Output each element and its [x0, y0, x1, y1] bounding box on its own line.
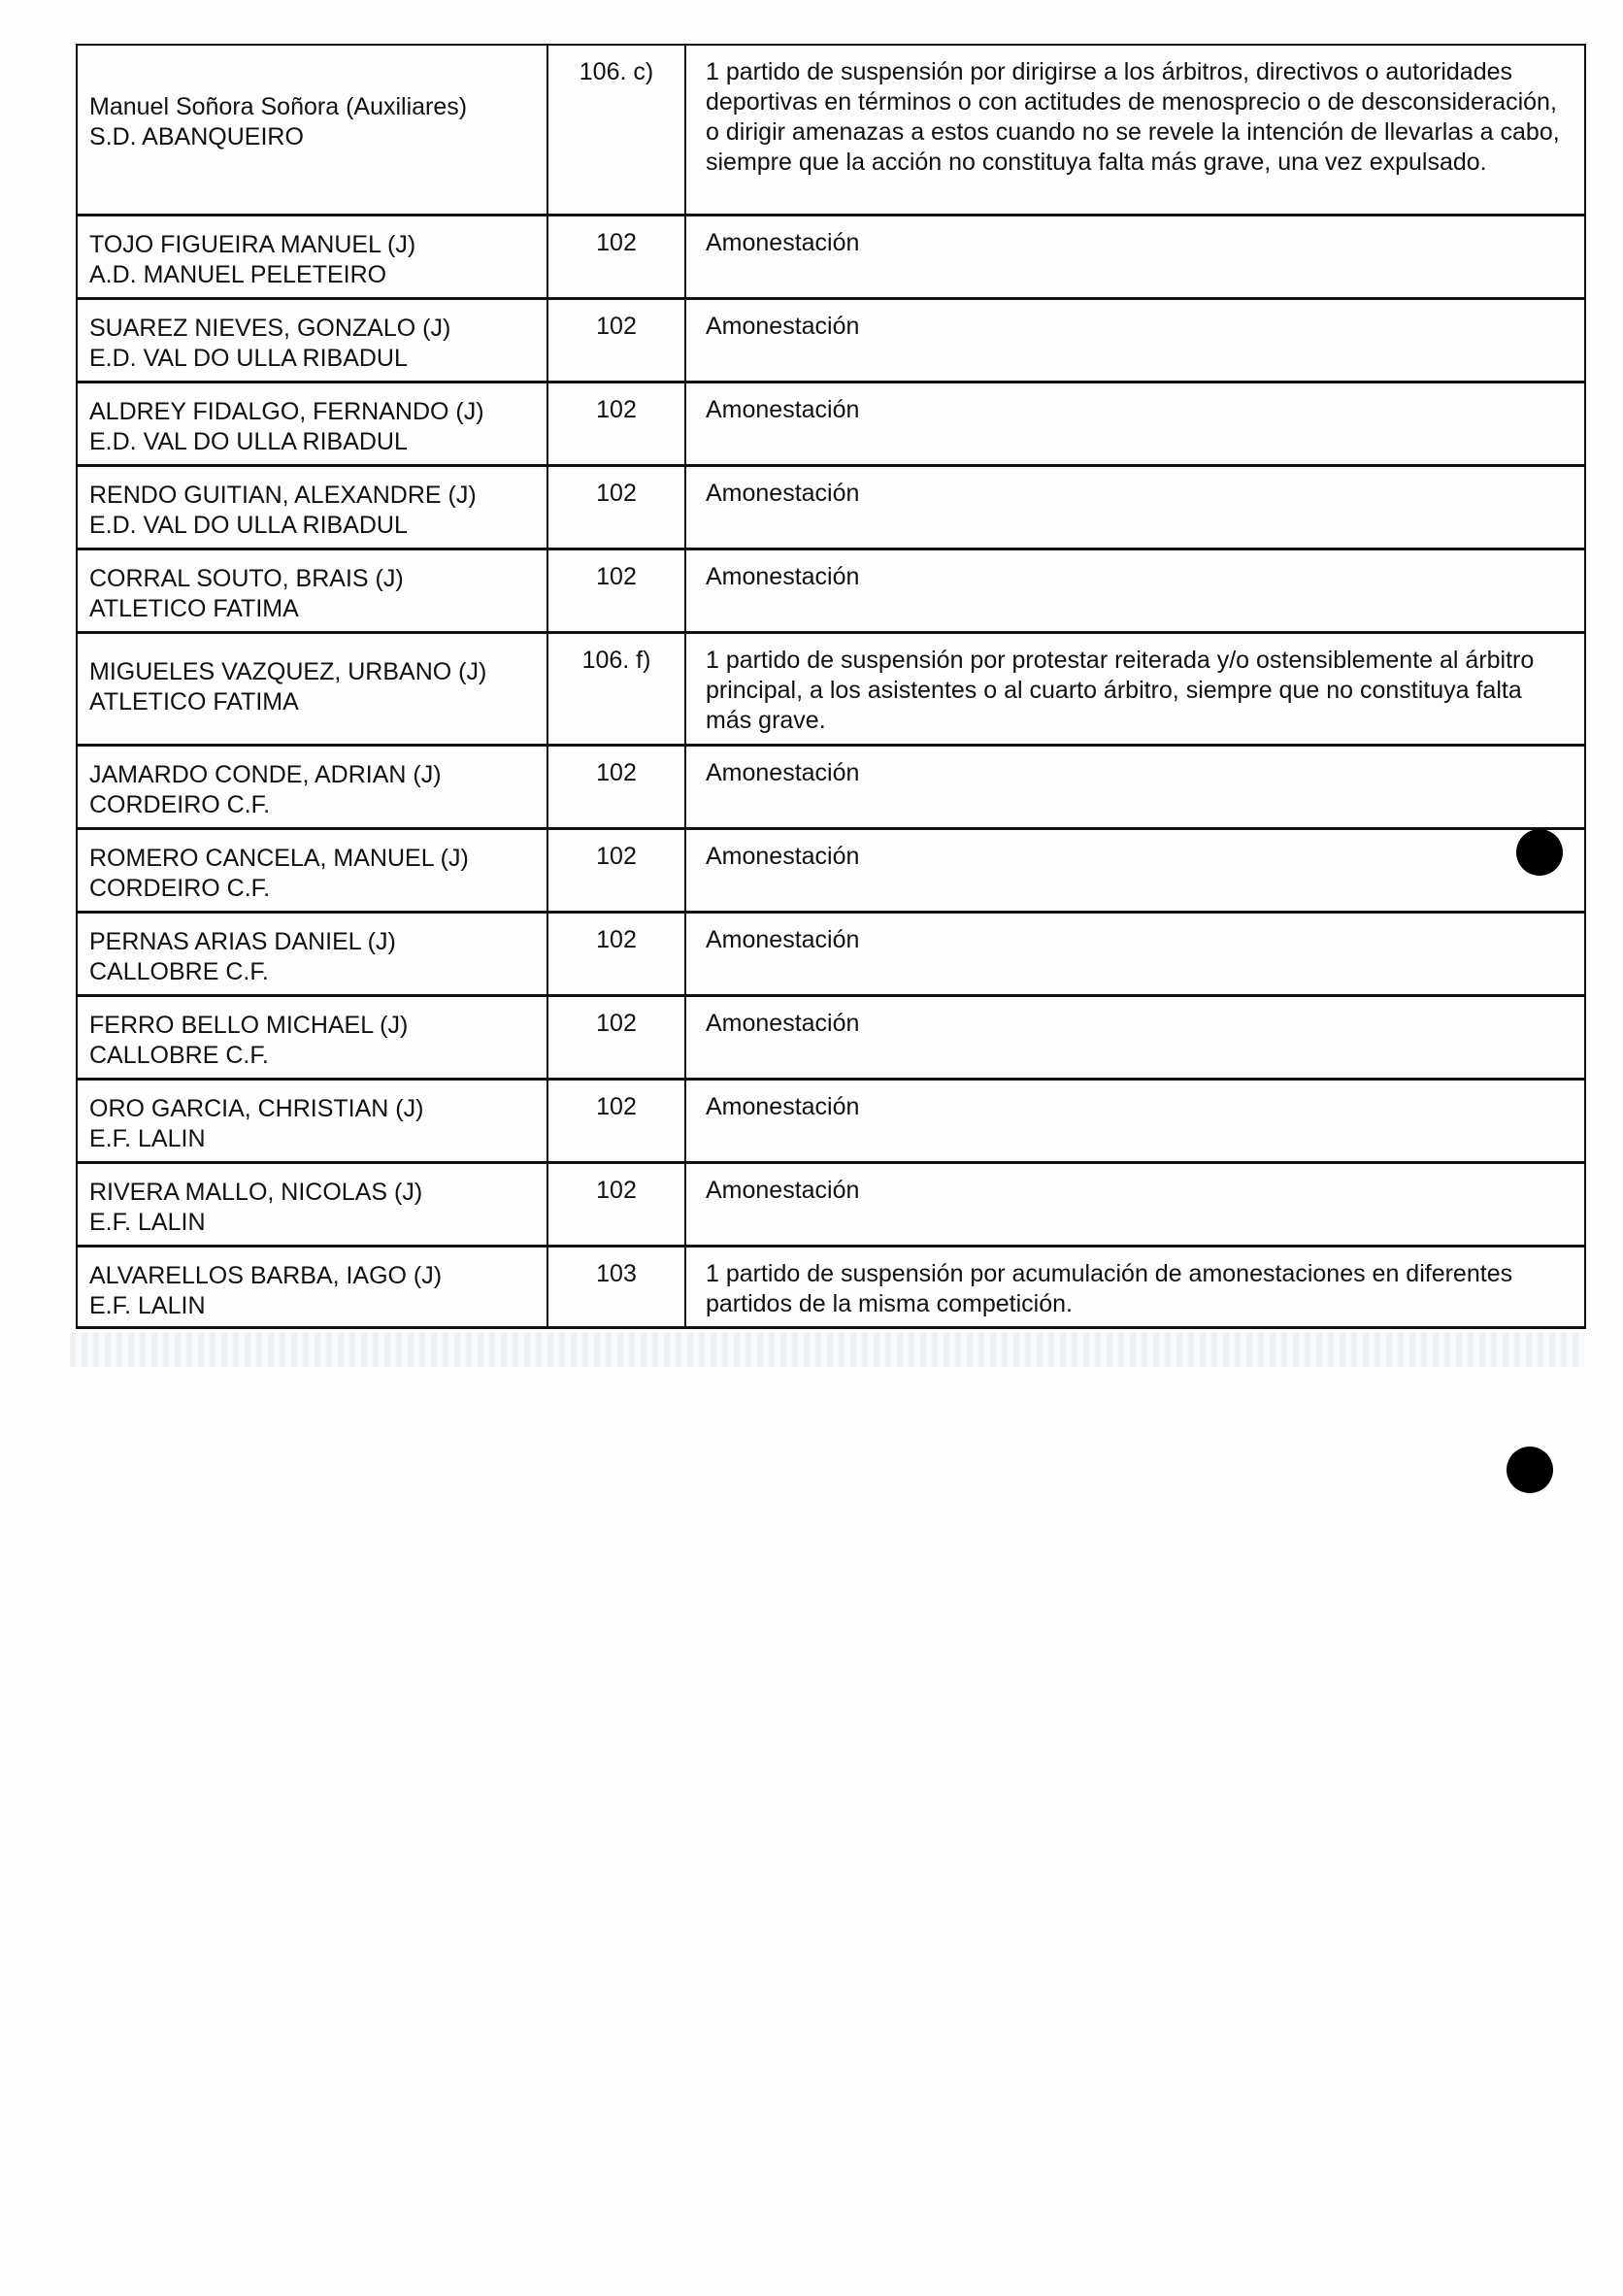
sanction-cell: [685, 1246, 1585, 1327]
club-name: E.D. VAL DO ULLA RIBADUL: [89, 511, 408, 539]
sanction-text: Amonestación: [706, 1176, 860, 1204]
article-number: 106. c): [579, 58, 654, 85]
sanction-text: 1 partido de suspensión por dirigirse a los árbitros, directivos o autoridades deportivas en términos o con actitudes de menosprecio o de desconsideración, o dirigir amenazas a estos cuando no se revele la intención de llevarlas a cabo, siempre que la acción no constituya falta más grave, una vez expulsado.: [706, 58, 1560, 176]
sanction-text: Amonestación: [706, 1009, 860, 1037]
club-name: E.D. VAL DO ULLA RIBADUL: [89, 427, 408, 455]
article-cell: [547, 828, 685, 912]
article-number: 102: [596, 1009, 637, 1037]
article-cell: [547, 1079, 685, 1162]
sanction-cell: [685, 215, 1585, 298]
person-name: ALDREY FIDALGO, FERNANDO (J): [89, 397, 484, 425]
article-cell: [547, 912, 685, 995]
sanction-text: Amonestación: [706, 395, 860, 423]
article-cell: [547, 995, 685, 1079]
person-cell: [77, 1162, 547, 1246]
article-number: 102: [596, 479, 637, 507]
article-cell: [547, 382, 685, 465]
person-cell: [77, 745, 547, 828]
person-name: FERRO BELLO MICHAEL (J): [89, 1011, 409, 1039]
table-row: [77, 382, 1585, 465]
club-name: E.F. LALIN: [89, 1124, 206, 1152]
table-row: [77, 215, 1585, 298]
person-name: RIVERA MALLO, NICOLAS (J): [89, 1178, 423, 1206]
person-cell: [77, 465, 547, 549]
article-number: 102: [596, 1176, 637, 1204]
sanction-cell: [685, 1079, 1585, 1162]
club-name: CALLOBRE C.F.: [89, 957, 269, 985]
sanction-text: 1 partido de suspensión por protestar reiterada y/o ostensiblemente al árbitro principal, a los asistentes o al cuarto árbitro, siempre que no constituya falta más grave.: [706, 646, 1535, 734]
club-name: CORDEIRO C.F.: [89, 874, 271, 902]
table-row: [77, 1079, 1585, 1162]
article-number: 102: [596, 562, 637, 590]
sanction-cell: [685, 912, 1585, 995]
table-row: [77, 45, 1585, 215]
person-cell: [77, 995, 547, 1079]
sanction-cell: [685, 298, 1585, 382]
article-cell: [547, 632, 685, 745]
article-cell: [547, 549, 685, 632]
article-cell: [547, 745, 685, 828]
article-number: 102: [596, 395, 637, 423]
person-name: ROMERO CANCELA, MANUEL (J): [89, 844, 469, 872]
sanction-cell: [685, 45, 1585, 215]
sanction-text: Amonestación: [706, 758, 860, 786]
sanction-cell: [685, 828, 1585, 912]
person-cell: [77, 45, 547, 215]
sanction-text: Amonestación: [706, 842, 860, 870]
sanction-text: Amonestación: [706, 228, 860, 256]
club-name: E.D. VAL DO ULLA RIBADUL: [89, 344, 408, 372]
table-row: [77, 465, 1585, 549]
sanction-cell: [685, 995, 1585, 1079]
article-cell: [547, 465, 685, 549]
article-number: 102: [596, 758, 637, 786]
article-number: 102: [596, 312, 637, 340]
article-number: 106. f): [581, 646, 651, 674]
sanction-text: Amonestación: [706, 479, 860, 507]
sanction-text: 1 partido de suspensión por acumulación de amonestaciones en diferentes partidos de la misma competición.: [706, 1259, 1513, 1317]
table-row: [77, 1162, 1585, 1246]
person-cell: [77, 912, 547, 995]
person-name: RENDO GUITIAN, ALEXANDRE (J): [89, 481, 477, 509]
person-name: ALVARELLOS BARBA, IAGO (J): [89, 1261, 443, 1289]
sanction-cell: [685, 632, 1585, 745]
table-row: [77, 1246, 1585, 1327]
club-name: ATLETICO FATIMA: [89, 687, 299, 715]
table-row: [77, 828, 1585, 912]
sanctions-table: [76, 44, 1586, 1329]
table-row: [77, 995, 1585, 1079]
person-cell: [77, 1246, 547, 1327]
club-name: S.D. ABANQUEIRO: [89, 123, 304, 150]
sanction-cell: [685, 549, 1585, 632]
article-cell: [547, 298, 685, 382]
sanction-text: Amonestación: [706, 312, 860, 340]
club-name: CORDEIRO C.F.: [89, 790, 271, 818]
person-name: MIGUELES VAZQUEZ, URBANO (J): [89, 657, 487, 685]
punch-hole-mark: [1516, 829, 1563, 876]
club-name: A.D. MANUEL PELETEIRO: [89, 260, 387, 288]
person-name: PERNAS ARIAS DANIEL (J): [89, 927, 396, 955]
article-number: 102: [596, 842, 637, 870]
sanction-cell: [685, 745, 1585, 828]
sanction-text: Amonestación: [706, 925, 860, 953]
person-name: CORRAL SOUTO, BRAIS (J): [89, 564, 404, 592]
punch-hole-mark: [1507, 1447, 1553, 1493]
person-name: Manuel Soñora Soñora (Auxiliares): [89, 93, 468, 120]
person-cell: [77, 828, 547, 912]
club-name: ATLETICO FATIMA: [89, 594, 299, 622]
person-name: SUAREZ NIEVES, GONZALO (J): [89, 314, 451, 342]
person-name: TOJO FIGUEIRA MANUEL (J): [89, 230, 416, 258]
article-cell: [547, 45, 685, 215]
person-cell: [77, 382, 547, 465]
club-name: E.F. LALIN: [89, 1291, 206, 1319]
person-name: ORO GARCIA, CHRISTIAN (J): [89, 1094, 424, 1122]
club-name: E.F. LALIN: [89, 1208, 206, 1236]
article-cell: [547, 215, 685, 298]
person-cell: [77, 215, 547, 298]
sanction-cell: [685, 382, 1585, 465]
table-row: [77, 549, 1585, 632]
article-number: 103: [596, 1259, 637, 1287]
person-cell: [77, 1079, 547, 1162]
sanction-cell: [685, 465, 1585, 549]
sanctions-table-body: [77, 45, 1585, 1327]
sanction-cell: [685, 1162, 1585, 1246]
table-row: [77, 912, 1585, 995]
table-row: [77, 298, 1585, 382]
scan-shadow-band: [70, 1332, 1584, 1367]
article-number: 102: [596, 228, 637, 256]
person-cell: [77, 549, 547, 632]
person-cell: [77, 632, 547, 745]
club-name: CALLOBRE C.F.: [89, 1041, 269, 1069]
sanction-text: Amonestación: [706, 562, 860, 590]
article-number: 102: [596, 925, 637, 953]
sanction-text: Amonestación: [706, 1092, 860, 1120]
table-row: [77, 745, 1585, 828]
table-row: [77, 632, 1585, 745]
article-number: 102: [596, 1092, 637, 1120]
article-cell: [547, 1246, 685, 1327]
person-name: JAMARDO CONDE, ADRIAN (J): [89, 760, 442, 788]
article-cell: [547, 1162, 685, 1246]
person-cell: [77, 298, 547, 382]
